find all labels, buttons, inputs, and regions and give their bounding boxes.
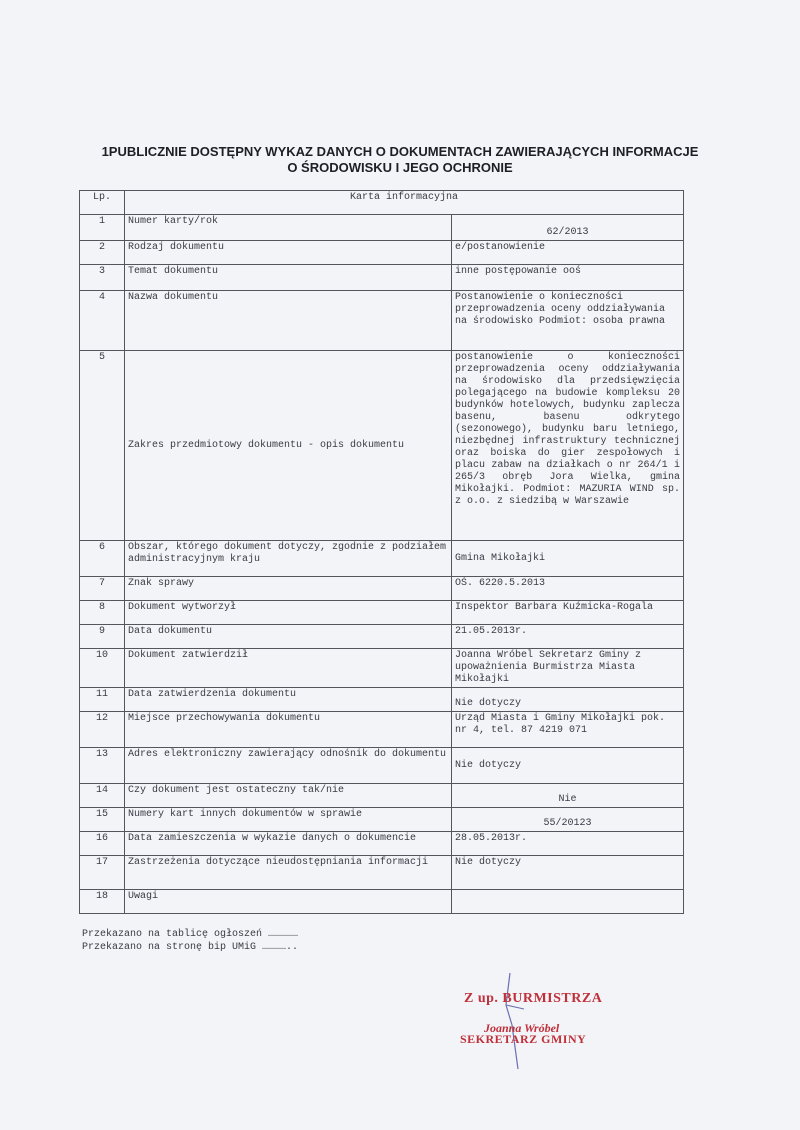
- row-value: OŚ. 6220.5.2013: [452, 577, 684, 601]
- row-number: 17: [80, 856, 125, 890]
- table-row: [80, 712, 684, 748]
- row-number: 6: [80, 541, 125, 577]
- header-lp: Lp.: [80, 191, 125, 215]
- row-number: 3: [80, 265, 125, 291]
- table-header-row: [80, 191, 684, 215]
- row-label: Miejsce przechowywania dokumentu: [125, 712, 452, 748]
- row-label: Rodzaj dokumentu: [125, 241, 452, 265]
- stamp-line-1: Z up. BURMISTRZA: [464, 991, 603, 1006]
- row-label: Numery kart innych dokumentów w sprawie: [125, 808, 452, 832]
- row-value: Nie: [452, 784, 684, 808]
- row-number: 11: [80, 688, 125, 712]
- row-number: 16: [80, 832, 125, 856]
- row-number: 18: [80, 890, 125, 914]
- row-number: 8: [80, 601, 125, 625]
- row-value: 21.05.2013r.: [452, 625, 684, 649]
- title-line-1: 1PUBLICZNIE DOSTĘPNY WYKAZ DANYCH O DOKUMENTACH ZAWIERAJĄCYCH INFORMACJE: [101, 144, 699, 159]
- row-number: 14: [80, 784, 125, 808]
- table-row: [80, 351, 684, 541]
- row-label: Data dokumentu: [125, 625, 452, 649]
- stamp-line-2: Joanna Wróbel: [484, 1021, 560, 1035]
- row-label: Temat dokumentu: [125, 265, 452, 291]
- table-row: [80, 832, 684, 856]
- row-label: Adres elektroniczny zawierający odnośnik do dokumentu: [125, 748, 452, 784]
- table-row: [80, 856, 684, 890]
- row-number: 9: [80, 625, 125, 649]
- table-row: [80, 265, 684, 291]
- row-value: inne postępowanie ooś: [452, 265, 684, 291]
- information-card-table: [79, 190, 684, 914]
- table-row: [80, 625, 684, 649]
- table-row: [80, 291, 684, 351]
- row-label: Czy dokument jest ostateczny tak/nie: [125, 784, 452, 808]
- row-value: Nie dotyczy: [452, 688, 684, 712]
- row-label: Zakres przedmiotowy dokumentu - opis dokumentu: [125, 351, 452, 541]
- row-value: postanowienie o konieczności przeprowadzenia oceny oddziaływania na środowisko dla przedsięwzięcia polegającego na budowie kompleksu 20 budynków hotelowych, budynku zaplecza basenu, basenu odkrytego (sezonowego), budynku baru letniego, niezbędnej infrastruktury technicznej oraz boiska do gier zespołowych i placu zabaw na działkach o nr 264/1 i 265/3 obręb Jora Wielka, gmina Mikołajki. Podmiot: MAZURIA WIND sp. z o.o. z siedzibą w Warszawie: [452, 351, 684, 541]
- row-label: Data zatwierdzenia dokumentu: [125, 688, 452, 712]
- row-value: Joanna Wróbel Sekretarz Gminy z upoważnienia Burmistrza Miasta Mikołajki: [452, 649, 684, 688]
- table-row: [80, 808, 684, 832]
- row-label: Data zamieszczenia w wykazie danych o dokumencie: [125, 832, 452, 856]
- row-value: Inspektor Barbara Kuźmicka-Rogala: [452, 601, 684, 625]
- table-row: [80, 890, 684, 914]
- row-label: Numer karty/rok: [125, 215, 452, 241]
- row-value: 28.05.2013r.: [452, 832, 684, 856]
- row-number: 7: [80, 577, 125, 601]
- row-number: 10: [80, 649, 125, 688]
- row-number: 13: [80, 748, 125, 784]
- row-number: 1: [80, 215, 125, 241]
- row-value: Postanowienie o konieczności przeprowadzenia oceny oddziaływania na środowisko Podmiot: osoba prawna: [452, 291, 684, 351]
- row-number: 4: [80, 291, 125, 351]
- table-row: [80, 688, 684, 712]
- table-row: [80, 241, 684, 265]
- title-line-2: O ŚRODOWISKU I JEGO OCHRONIE: [287, 160, 513, 175]
- note-bip-page: Przekazano na stronę bip UMiG …………..: [82, 942, 299, 953]
- row-label: Nazwa dokumentu: [125, 291, 452, 351]
- row-value: e/postanowienie: [452, 241, 684, 265]
- stamp-line-3: SEKRETARZ GMINY: [460, 1032, 587, 1046]
- row-number: 5: [80, 351, 125, 541]
- row-label: Dokument zatwierdził: [125, 649, 452, 688]
- table-row: [80, 215, 684, 241]
- row-value: [452, 890, 684, 914]
- table-row: [80, 541, 684, 577]
- row-label: Uwagi: [125, 890, 452, 914]
- row-value: Nie dotyczy: [452, 856, 684, 890]
- table-row: [80, 748, 684, 784]
- row-label: Obszar, którego dokument dotyczy, zgodnie z podziałem administracyjnym kraju: [125, 541, 452, 577]
- row-value: Urząd Miasta i Gminy Mikołajki pok. nr 4, tel. 87 4219 071: [452, 712, 684, 748]
- row-number: 12: [80, 712, 125, 748]
- row-value: 62/2013: [452, 215, 684, 241]
- footer-notes: [82, 928, 298, 954]
- row-value: Nie dotyczy: [452, 748, 684, 784]
- note-bulletin-board: Przekazano na tablicę ogłoszeń ……………: [82, 929, 299, 940]
- header-card: Karta informacyjna: [125, 191, 684, 215]
- table-row: [80, 601, 684, 625]
- row-label: Dokument wytworzył: [125, 601, 452, 625]
- row-value: 55/20123: [452, 808, 684, 832]
- row-number: 2: [80, 241, 125, 265]
- table-row: [80, 784, 684, 808]
- document-title: [40, 144, 760, 176]
- row-label: Znak sprawy: [125, 577, 452, 601]
- table-row: [80, 577, 684, 601]
- row-number: 15: [80, 808, 125, 832]
- approval-stamp: [450, 965, 620, 1075]
- table-row: [80, 649, 684, 688]
- row-value: Gmina Mikołajki: [452, 541, 684, 577]
- row-label: Zastrzeżenia dotyczące nieudostępniania informacji: [125, 856, 452, 890]
- signature-strokes: [450, 965, 620, 1075]
